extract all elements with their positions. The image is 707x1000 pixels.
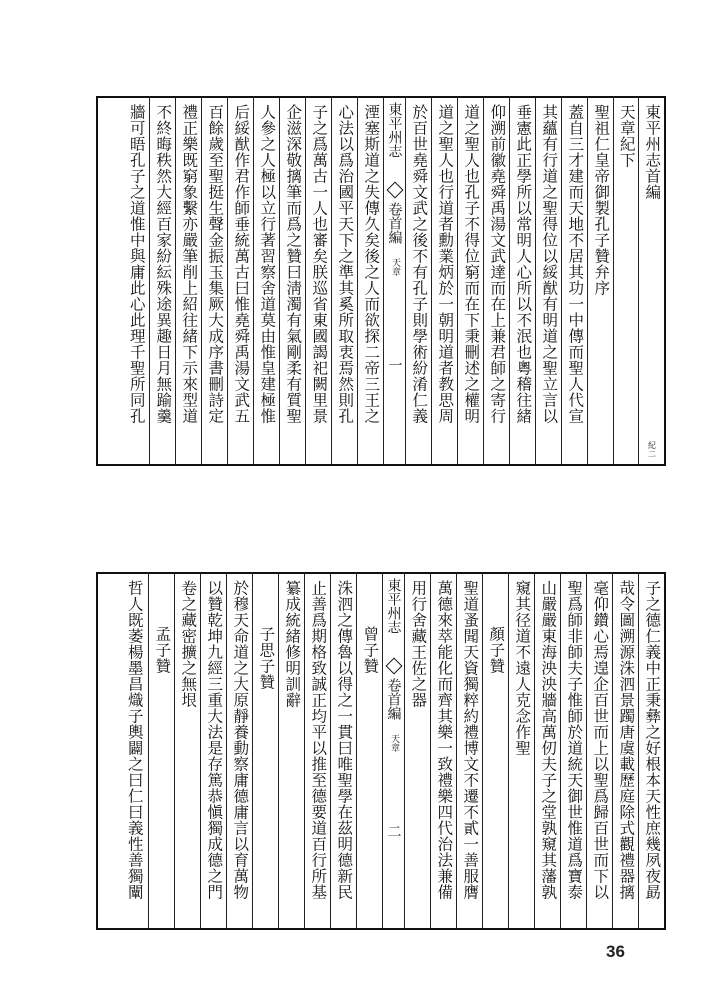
top-line-column [509, 98, 535, 464]
text-line: 止善爲期格致誠正均平以推至德要道百行所基 [309, 580, 328, 900]
gutter-subtitle: 天章 [389, 734, 399, 752]
top-line-column [123, 98, 149, 464]
text-line: 不終晦秩然大經百家紛紜殊途異趣日月無踰羹 [154, 104, 173, 424]
gutter-subtitle: 天章 [390, 258, 400, 276]
text-line: 心法以爲治國平天下之準其奚所取衷焉然則孔 [336, 104, 355, 424]
bottom-line-column [120, 574, 148, 928]
bottom-line-column [404, 574, 430, 928]
text-line: 於穆天命道之大原靜養動察庸德庸言以育萬物 [231, 580, 250, 900]
text-line: 子之德仁義中正秉彝之好根本天性庶幾夙夜勗 [643, 580, 662, 900]
top-page [96, 96, 666, 466]
text-line: 毫仰鑽心焉遑企百世而上以聖爲歸百世而下以 [591, 580, 610, 900]
bottom-line-column [560, 574, 586, 928]
bottom-line-column [586, 574, 612, 928]
bottom-line-column [356, 574, 382, 928]
top-line-column [305, 98, 331, 464]
top-chapter-column [613, 98, 638, 464]
gutter-leaf-number: 二 [385, 824, 402, 838]
gutter-volume: 卷首編 [385, 678, 402, 720]
top-line-column [149, 98, 175, 464]
text-line: 百餘歲至聖挺生聲金振玉集厥大成序書刪詩定 [206, 104, 225, 424]
top-line-column [457, 98, 483, 464]
text-line: 子之爲萬古一人也審矣朕巡省東國謁祀闕里景 [310, 104, 329, 424]
top-line-column [175, 98, 201, 464]
page-number: 36 [606, 942, 625, 961]
top-gutter [383, 98, 405, 464]
bottom-line-column [252, 574, 278, 928]
bottom-line-column [534, 574, 560, 928]
text-line: 垂憲此正學所以常明人心所以不泯也粵稽往緒 [514, 104, 533, 424]
text-line: 聖祖仁皇帝御製孔子贊弁序 [592, 104, 611, 296]
bottom-page-columns [98, 574, 664, 928]
text-line: 用行舍藏王佐之器 [409, 580, 428, 708]
bottom-line-column [278, 574, 304, 928]
text-line: 仰溯前徽堯舜禹湯文武達而在上兼君師之寄行 [488, 104, 507, 424]
top-line-column [405, 98, 431, 464]
bottom-line-column [430, 574, 456, 928]
text-line: 道之聖人也孔子不得位窮而在下秉刪述之權明 [462, 104, 481, 424]
text-line: 哲人既萎楊墨昌熾子輿闢之曰仁曰義性善獨闡 [125, 580, 144, 900]
top-line-column [279, 98, 305, 464]
gutter-title: 東平州志 [386, 102, 403, 158]
top-line-column [357, 98, 383, 464]
top-header-title: 東平州志首編 [643, 104, 662, 200]
text-line: 聖爲師非師夫子惟師於道統天御世惟道爲寶泰 [565, 580, 584, 900]
text-line: 以贊乾坤九經三重大法是存篤恭愼獨成德之門 [205, 580, 224, 900]
top-line-column [587, 98, 613, 464]
top-chapter-title: 天章紀下 [617, 104, 636, 168]
section-heading: 孟子贊 [153, 626, 172, 674]
text-line: 湮塞斯道之失傳久矣後之人而欲探二帝三王之 [362, 104, 381, 424]
text-line: 於百世堯舜文武之後不有孔子則學術紛淆仁義 [410, 104, 429, 424]
text-line: 卷之藏密擴之無垠 [179, 580, 198, 708]
text-line: 窺其径道不遠人克念作聖 [513, 580, 532, 756]
top-header-section: 紀二 [647, 441, 657, 458]
bottom-page [96, 572, 666, 930]
text-line: 其蘊有行道之聖得位以綏猷有明道之聖立言以 [540, 104, 559, 424]
bottom-line-column [200, 574, 226, 928]
bottom-line-column [226, 574, 252, 928]
fish-tail-mark [385, 658, 402, 675]
bottom-line-column [612, 574, 638, 928]
text-line: 禮正樂既窮象繫亦嚴筆削上紹往緒下示來型道 [180, 104, 199, 424]
bottom-line-column [304, 574, 330, 928]
section-heading: 顏子贊 [487, 626, 506, 674]
top-line-column [227, 98, 253, 464]
section-heading: 曾子贊 [361, 626, 380, 674]
bottom-line-column [456, 574, 482, 928]
text-line: 道之聖人也行道者勳業炳於一朝明道者教思周 [436, 104, 455, 424]
gutter-leaf-number: 一 [386, 358, 403, 372]
text-line: 哉令圖溯源洙泗景躅唐虞載歷庭除式觀禮器摛 [617, 580, 636, 900]
gutter-title: 東平州志 [385, 578, 402, 634]
gutter-volume: 卷首編 [386, 202, 403, 244]
text-line: 聖道蚤聞天資獨粹約禮博文不遷不貳一善服膺 [461, 580, 480, 900]
text-line: 洙泗之傳魯以得之一貫曰唯聖學在茲明德新民 [335, 580, 354, 900]
top-page-columns [98, 98, 664, 464]
text-line: 牆可晤孔子之道惟中與庸此心此理千聖所同孔 [127, 104, 146, 424]
top-line-column [253, 98, 279, 464]
bottom-line-column [638, 574, 664, 928]
text-line: 萬德來萃能化而齊其樂一致禮樂四代治法兼備 [435, 580, 454, 900]
top-line-column [561, 98, 587, 464]
top-line-column [483, 98, 509, 464]
text-line: 后綏猷作君作師垂統萬古曰惟堯舜禹湯文武五 [232, 104, 251, 424]
top-line-column [535, 98, 561, 464]
top-line-column [331, 98, 357, 464]
text-line: 山嚴嚴東海泱泱牆高萬仞夫子之堂孰窺其藩孰 [539, 580, 558, 900]
top-header-column [638, 98, 664, 464]
bottom-gutter [382, 574, 404, 928]
text-line: 企滋深敬摛筆而爲之贊曰淸濁有氣剛柔有質聖 [284, 104, 303, 424]
fish-tail-mark [386, 182, 403, 199]
bottom-line-column [174, 574, 200, 928]
bottom-line-column [330, 574, 356, 928]
top-line-column [201, 98, 227, 464]
top-line-column [431, 98, 457, 464]
section-heading: 子思子贊 [257, 626, 276, 690]
text-line: 纂成統緒修明訓辭 [283, 580, 302, 708]
bottom-line-column [508, 574, 534, 928]
text-line: 人參之人極以立行著習察舍道莫由惟皇建極惟 [258, 104, 277, 424]
bottom-line-column [482, 574, 508, 928]
text-line: 蓋自三才建而天地不居其功一中傳而聖人代宣 [566, 104, 585, 424]
bottom-line-column [148, 574, 174, 928]
